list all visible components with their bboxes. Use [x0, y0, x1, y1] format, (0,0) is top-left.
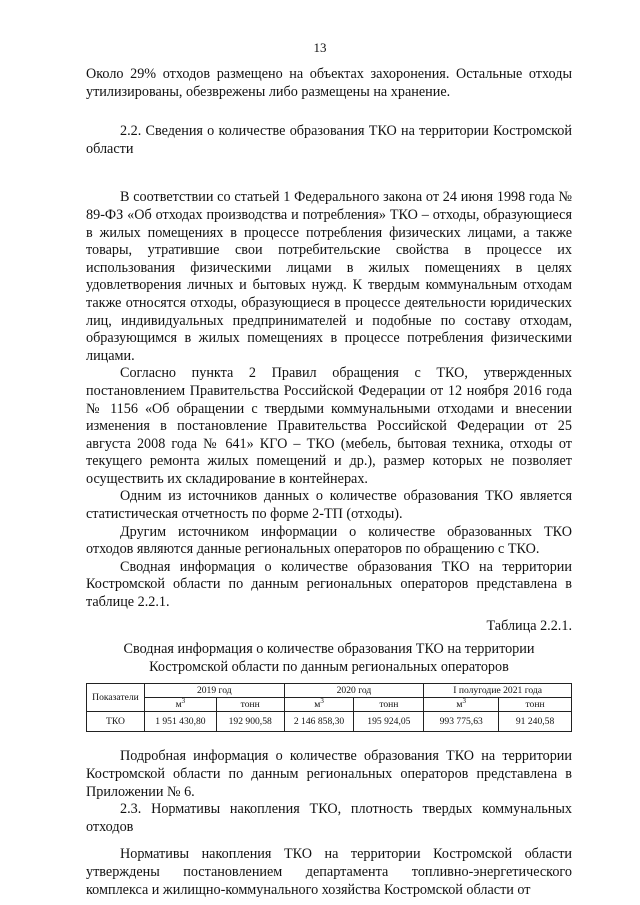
table-caption — [86, 641, 572, 676]
table-row — [87, 712, 572, 732]
unit-cubic-meters: $м^3$ — [144, 698, 216, 712]
value-2020-m3: 2 146 858,30 — [284, 712, 354, 732]
table-caption-line-1: Сводная информация о количестве образования ТКО на территории — [123, 641, 535, 658]
row-indicator: ТКО — [87, 712, 145, 732]
unit-tons: тонн — [354, 698, 424, 712]
unit-tons: тонн — [499, 698, 572, 712]
table-label: Таблица 2.2.1. — [486, 617, 572, 634]
unit-tons: тонн — [216, 698, 284, 712]
unit-cubic-meters: $м^3$ — [284, 698, 354, 712]
header-period-2019: 2019 год — [144, 684, 284, 698]
table-caption-line-2: Костромской области по данным региональных операторов — [149, 658, 509, 675]
table-unit-row — [87, 698, 572, 712]
paragraph-source-operators: Другим источником информации о количестве образованных ТКО отходов являются данные региональных операторов по обращению с ТКО. — [86, 523, 572, 558]
paragraph-source-statistics: Одним из источников данных о количестве образования ТКО является статистическая отчетность по форме 2-ТП (отходы). — [86, 488, 572, 523]
paragraph-rules: Согласно пункта 2 Правил обращения с ТКО, утвержденных постановлением Правительства Российской Федерации от 12 ноября 2016 года № 1156 «Об обращении с твердыми коммунальными отходами и внесении изменения в постановление Правительства Российской Федерации от 25 августа 2008 года № 641» КГО – ТКО (мебель, бытовая техника, отходы от текущего ремонта жилых помещений и др.), размер которых не позволяет осуществить их складирование в контейнерах. — [86, 365, 572, 487]
document-body — [86, 66, 572, 899]
header-indicator: Показатели — [87, 684, 145, 712]
paragraph-definition: В соответствии со статьей 1 Федерального закона от 24 июня 1998 года № 89-ФЗ «Об отходах производства и потребления» ТКО – отходы, образующиеся в жилых помещениях в процессе потребления физических лицами, а также товары, утратившие свои потребительские свойства в процессе их использования физическими лицами в жилых помещениях в целях удовлетворения личных и бытовых нужд. К твердым коммунальным отходам также относятся отходы, образующиеся в процессе деятельности юридических лиц, индивидуальных предпринимателей и подобные по составу отходам, образующимся в жилых помещениях в процессе потребления физическими лицами. — [86, 189, 572, 364]
value-2020-tons: 195 924,05 — [354, 712, 424, 732]
table-header-row — [87, 684, 572, 698]
paragraph-summary-reference: Сводная информация о количестве образования ТКО на территории Костромской области по данным региональных операторов представлена в таблице 2.2.1. — [86, 558, 572, 611]
paragraph-appendix-reference: Подробная информация о количестве образования ТКО на территории Костромской области по данным региональных операторов представлена в Приложении № 6. — [86, 748, 572, 800]
header-period-2021-h1: I полугодие 2021 года — [424, 684, 572, 698]
value-2019-tons: 192 900,58 — [216, 712, 284, 732]
section-heading-2-3: 2.3. Нормативы накопления ТКО, плотность твердых коммунальных отходов — [86, 801, 572, 835]
section-heading-2-2: 2.2. Сведения о количестве образования ТКО на территории Костромской области — [86, 123, 572, 157]
unit-cubic-meters: $м^3$ — [424, 698, 499, 712]
value-2021-h1-m3: 993 775,63 — [424, 712, 499, 732]
value-2021-h1-tons: 91 240,58 — [499, 712, 572, 732]
summary-table — [86, 683, 572, 732]
header-period-2020: 2020 год — [284, 684, 424, 698]
page-number: 13 — [313, 40, 327, 55]
value-2019-m3: 1 951 430,80 — [144, 712, 216, 732]
paragraph-landfill-share: Около 29% отходов размещено на объектах захоронения. Остальные отходы утилизированы, обезврежены либо размещены на хранение. — [86, 66, 572, 100]
paragraph-norms: Нормативы накопления ТКО на территории Костромской области утверждены постановлением департамента топливно-энергетического комплекса и жилищно-коммунального хозяйства Костромской области от — [86, 846, 572, 898]
